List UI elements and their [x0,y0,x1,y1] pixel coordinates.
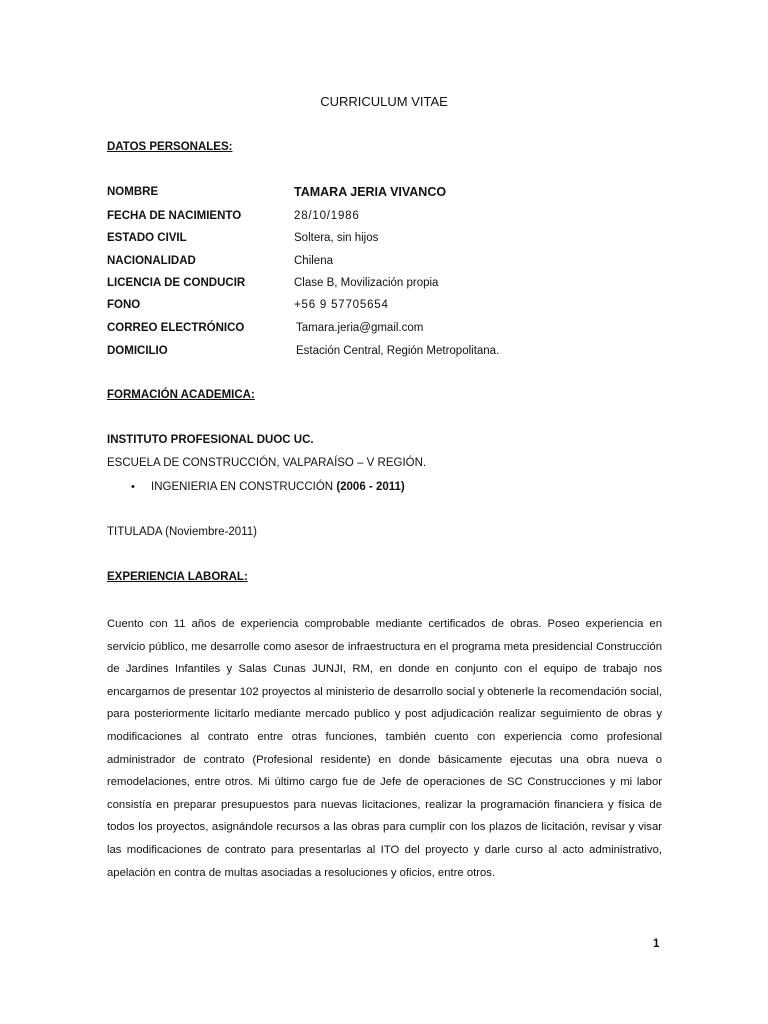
education-school: ESCUELA DE CONSTRUCCIÓN, VALPARAÍSO – V REGIÓN. [107,457,427,469]
field-label: NOMBRE [107,186,159,198]
document-title: CURRICULUM VITAE [320,94,448,109]
personal-row-birthdate [107,210,667,228]
personal-row-name [107,186,667,204]
field-value: +56 9 57705654 [294,299,389,311]
bullet-icon: • [131,481,135,493]
field-label: NACIONALIDAD [107,255,196,267]
education-institution: INSTITUTO PROFESIONAL DUOC UC. [107,434,314,446]
section-heading-education: FORMACIÓN ACADEMICA: [107,389,255,401]
personal-row-phone [107,299,667,317]
field-label: FONO [107,299,141,311]
personal-row-license [107,277,667,295]
experience-paragraph: Cuento con 11 años de experiencia comprobable mediante certificados de obras. Poseo experiencia en servicio público, me desarrolle como asesor de infraestructura en el programa meta presidencial Construcción de Jardines Infantiles y Salas Cunas JUNJI, RM, en donde en conjunto con el equipo de trabajo nos encargarnos de presentar 102 proyectos al ministerio de desarrollo social y obtenerle la recomendación social, para posteriormente licitarlo mediante mercado publico y post adjudicación realizar seguimiento de obras y modificaciones al contrato entre otras funciones, también cuento con experiencia como profesional administrador de contrato (Profesional residente) en donde básicamente ejecutas una obra nueva o remodelaciones, entre otros. Mi último cargo fue de Jefe de operaciones de SC Construcciones y mi labor consistía en preparar presupuestos para nuevas licitaciones, realizar la programación financiera y física de todos los proyectos, asignándole recursos a las obras para cumplir con los plazos de licitación, revisar y visar las modificaciones de contrato para presentarlas al ITO del proyecto y darle curso al acto administrativo, apelación en contra de multas asociadas a resoluciones y oficios, entre otros. [107,618,662,879]
page-number: 1 [653,938,660,950]
section-heading-experience: EXPERIENCIA LABORAL: [107,571,248,583]
section-heading-personal: DATOS PERSONALES: [107,141,233,153]
education-degree-item [151,481,405,493]
education-years: (2006 - 2011) [336,481,405,493]
personal-row-nationality [107,255,667,273]
personal-row-email [107,322,667,340]
field-value: TAMARA JERIA VIVANCO [294,185,447,199]
field-value: Estación Central, Región Metropolitana. [296,345,500,357]
field-label: LICENCIA DE CONDUCIR [107,277,246,289]
field-label: CORREO ELECTRÓNICO [107,322,245,334]
education-status: TITULADA (Noviembre-2011) [107,526,257,538]
field-value: Clase B, Movilización propia [294,277,439,289]
field-label: ESTADO CIVIL [107,232,187,244]
field-value: 28/10/1986 [294,210,360,222]
field-value: Tamara.jeria@gmail.com [296,322,424,334]
education-degree: INGENIERIA EN CONSTRUCCIÓN [151,481,334,493]
personal-row-civil-status [107,232,667,250]
field-label: DOMICILIO [107,345,168,357]
personal-row-address [107,345,667,363]
field-value: Soltera, sin hijos [294,232,379,244]
field-value: Chilena [294,255,333,267]
field-label: FECHA DE NACIMIENTO [107,210,242,222]
